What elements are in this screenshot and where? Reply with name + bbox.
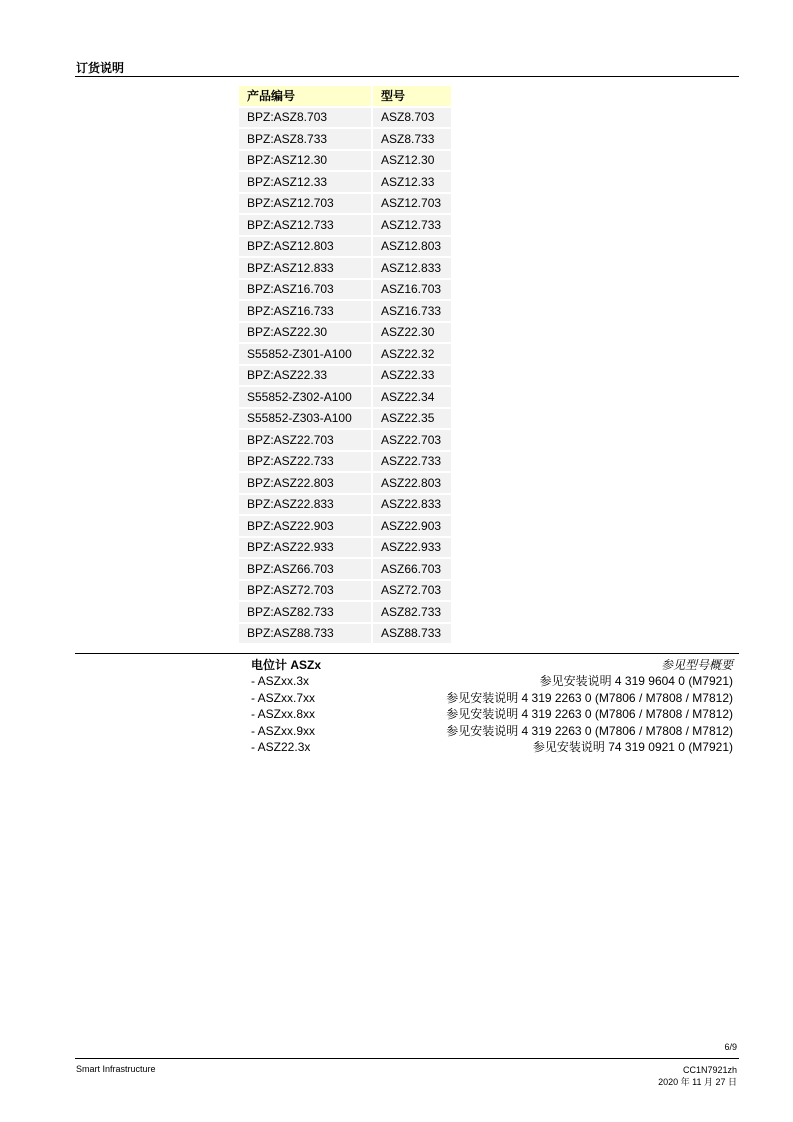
table-row	[239, 258, 451, 278]
product-number-cell: BPZ:ASZ66.703	[239, 559, 371, 579]
product-number-cell: BPZ:ASZ16.703	[239, 280, 371, 300]
product-number-cell: BPZ:ASZ8.733	[239, 129, 371, 149]
installation-reference: 参见安装说明 4 319 9604 0 (M7921)	[539, 674, 733, 689]
model-cell: ASZ12.833	[373, 258, 451, 278]
product-number-cell: BPZ:ASZ12.803	[239, 237, 371, 257]
potentiometer-header	[251, 657, 733, 673]
product-number-cell: BPZ:ASZ8.703	[239, 108, 371, 128]
potentiometer-title-reference: 参见型号概要	[660, 658, 733, 672]
model-cell: ASZ16.733	[373, 301, 451, 321]
footer-company: Smart Infrastructure	[76, 1064, 156, 1074]
table-row	[239, 409, 451, 429]
table-row	[239, 301, 451, 321]
product-number-cell: BPZ:ASZ88.733	[239, 624, 371, 644]
installation-reference: 参见安装说明 4 319 2263 0 (M7806 / M7808 / M7812)	[446, 690, 733, 705]
table-row	[239, 194, 451, 214]
model-cell: ASZ22.903	[373, 516, 451, 536]
potentiometer-model: - ASZxx.3x	[251, 674, 310, 689]
model-cell: ASZ88.733	[373, 624, 451, 644]
table-row	[239, 430, 451, 450]
potentiometer-title: 电位计 ASZx	[251, 658, 322, 672]
section-divider	[75, 653, 739, 654]
table-row	[239, 237, 451, 257]
potentiometer-model: - ASZ22.3x	[251, 739, 311, 754]
product-number-cell: BPZ:ASZ12.733	[239, 215, 371, 235]
model-cell: ASZ22.34	[373, 387, 451, 407]
model-cell: ASZ22.33	[373, 366, 451, 386]
table-row	[239, 538, 451, 558]
model-cell: ASZ22.35	[373, 409, 451, 429]
table-row	[239, 280, 451, 300]
product-number-cell: BPZ:ASZ22.933	[239, 538, 371, 558]
model-cell: ASZ8.703	[373, 108, 451, 128]
list-item	[251, 739, 733, 755]
column-header-model: 型号	[373, 86, 451, 106]
product-number-cell: S55852-Z302-A100	[239, 387, 371, 407]
footer-date: 2020 年 11 月 27 日	[658, 1077, 737, 1087]
table-row	[239, 108, 451, 128]
product-number-cell: BPZ:ASZ22.903	[239, 516, 371, 536]
table-row	[239, 581, 451, 601]
table-row	[239, 151, 451, 171]
footer-info	[658, 1064, 737, 1088]
potentiometer-model: - ASZxx.7xx	[251, 690, 316, 705]
product-number-cell: BPZ:ASZ16.733	[239, 301, 371, 321]
product-number-cell: BPZ:ASZ72.703	[239, 581, 371, 601]
product-number-cell: BPZ:ASZ22.803	[239, 473, 371, 493]
table-row	[239, 559, 451, 579]
product-number-cell: BPZ:ASZ82.733	[239, 602, 371, 622]
product-number-cell: BPZ:ASZ12.30	[239, 151, 371, 171]
header-divider	[75, 76, 739, 77]
model-cell: ASZ12.33	[373, 172, 451, 192]
model-cell: ASZ12.803	[373, 237, 451, 257]
order-table	[237, 84, 453, 645]
table-row	[239, 495, 451, 515]
section-title: 订货说明	[76, 61, 125, 75]
table-row	[239, 387, 451, 407]
list-item	[251, 706, 733, 722]
potentiometer-section	[251, 657, 733, 755]
installation-reference: 参见安装说明 4 319 2263 0 (M7806 / M7808 / M7812)	[446, 723, 733, 738]
model-cell: ASZ22.933	[373, 538, 451, 558]
model-cell: ASZ82.733	[373, 602, 451, 622]
table-row	[239, 602, 451, 622]
potentiometer-list	[251, 673, 733, 755]
product-number-cell: S55852-Z301-A100	[239, 344, 371, 364]
product-number-cell: BPZ:ASZ12.33	[239, 172, 371, 192]
table-row	[239, 516, 451, 536]
table-row	[239, 172, 451, 192]
product-number-cell: BPZ:ASZ22.703	[239, 430, 371, 450]
table-row	[239, 323, 451, 343]
list-item	[251, 690, 733, 706]
model-cell: ASZ22.803	[373, 473, 451, 493]
product-number-cell: BPZ:ASZ22.733	[239, 452, 371, 472]
product-number-cell: BPZ:ASZ12.833	[239, 258, 371, 278]
table-row	[239, 452, 451, 472]
footer-divider	[75, 1058, 739, 1059]
table-row	[239, 215, 451, 235]
table-row	[239, 473, 451, 493]
model-cell: ASZ66.703	[373, 559, 451, 579]
model-cell: ASZ22.30	[373, 323, 451, 343]
potentiometer-model: - ASZxx.8xx	[251, 707, 316, 722]
product-number-cell: BPZ:ASZ22.833	[239, 495, 371, 515]
table-row	[239, 344, 451, 364]
model-cell: ASZ22.733	[373, 452, 451, 472]
product-number-cell: BPZ:ASZ12.703	[239, 194, 371, 214]
list-item	[251, 673, 733, 689]
model-cell: ASZ72.703	[373, 581, 451, 601]
product-number-cell: S55852-Z303-A100	[239, 409, 371, 429]
table-row	[239, 129, 451, 149]
model-cell: ASZ22.32	[373, 344, 451, 364]
installation-reference: 参见安装说明 4 319 2263 0 (M7806 / M7808 / M7812)	[446, 707, 733, 722]
model-cell: ASZ22.833	[373, 495, 451, 515]
table-row	[239, 366, 451, 386]
product-number-cell: BPZ:ASZ22.33	[239, 366, 371, 386]
model-cell: ASZ22.703	[373, 430, 451, 450]
potentiometer-model: - ASZxx.9xx	[251, 723, 316, 738]
column-header-product-number: 产品编号	[239, 86, 371, 106]
footer-doc-id: CC1N7921zh	[682, 1065, 737, 1075]
page-number: 6/9	[724, 1042, 737, 1052]
model-cell: ASZ8.733	[373, 129, 451, 149]
model-cell: ASZ12.733	[373, 215, 451, 235]
order-table-body	[239, 108, 451, 644]
model-cell: ASZ12.30	[373, 151, 451, 171]
model-cell: ASZ16.703	[373, 280, 451, 300]
list-item	[251, 723, 733, 739]
table-header-row	[239, 86, 451, 106]
product-number-cell: BPZ:ASZ22.30	[239, 323, 371, 343]
table-row	[239, 624, 451, 644]
installation-reference: 参见安装说明 74 319 0921 0 (M7921)	[532, 739, 733, 754]
model-cell: ASZ12.703	[373, 194, 451, 214]
